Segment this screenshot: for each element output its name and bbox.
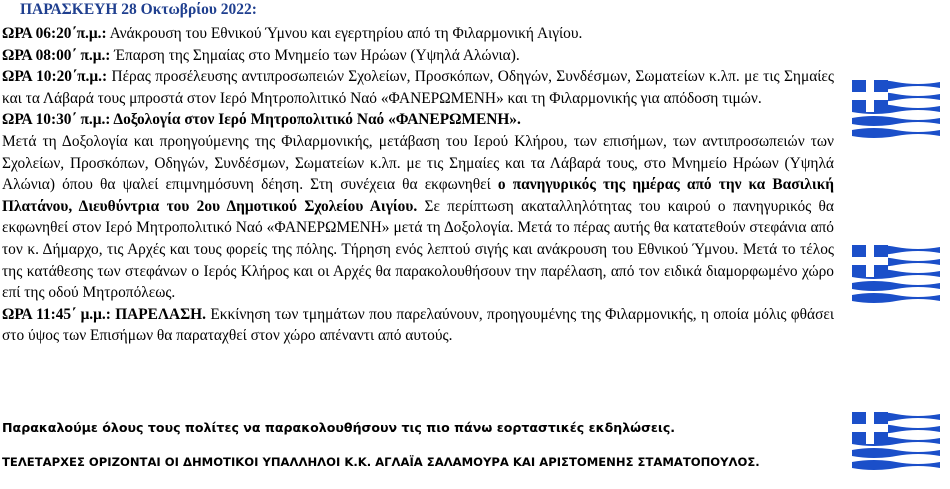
schedule-item bbox=[2, 304, 834, 347]
schedule-time: ΩΡΑ 06:20΄π.μ.: bbox=[2, 25, 107, 42]
paragraph-text: Σε περίπτωση ακαταλληλότητας του καιρού ο πανηγυρικός θα εκφωνηθεί στον Ιερό Μητροπολιτικό Ναό «ΦΑΝΕΡΩΜΕΝΗ» μετά τη Δοξολογία. Μετά το πέρας αυτής θα κατατεθούν στεφάνια από τον κ. Δήμαρχο, τις Αρχές και τους φορείς της πόλης. Τήρηση ενός λεπτού σιγής και ανάκρουση του Εθνικού Ύμνου. Μετά το τέλος της κατάθεσης των στεφάνων ο Ιερός Κλήρος και οι Αρχές θα παρακολουθήσουν την παρέλαση, από τον ειδικά διαμορφωμένο χώρο επί της οδού Μητροπόλεως. bbox=[2, 197, 834, 302]
paragraph-text: Μετά τη Δοξολογία και προηγούμενης της Φιλαρμονικής, μετάβαση του Ιερού Κλήρου, των επισήμων, των αντιπροσωπειών των Σχολείων, Προσκόπων, Οδηγών, Συνδέσμων, Σωματείων κ.λπ. με τις Σημαίες και τα Λάβαρά τους, στο Μνημείο Ηρώων (Υψηλά Αλώνια) όπου θα ψαλεί επιμνημόσυνη δέηση. Στη συνέχεια θα εκφωνηθεί bbox=[2, 132, 834, 194]
schedule-text: Εκκίνηση των τμημάτων που παρελαύνουν, προηγουμένης της Φιλαρμονικής, η οποία μόλις φθάσει στο ύψος των Επισήμων θα παραταχθεί στον χώρο απέναντι από αυτούς. bbox=[2, 305, 834, 345]
schedule-time: ΩΡΑ 11:45΄ μ.μ.: bbox=[2, 305, 111, 323]
schedule-text: Πέρας προσέλευσης αντιπροσωπειών Σχολείων, Προσκόπων, Οδηγών, Συνδέσμων, Σωματείων κ.λπ. με τις Σημαίες και τα Λάβαρά τους μπροστά στον Ιερό Μητροπολιτικό Ναό «ΦΑΝΕΡΩΜΕΝΗ» και τη Φιλαρμονικής για απόδοση τιμών. bbox=[2, 68, 834, 107]
schedule-item bbox=[2, 45, 834, 67]
schedule-item bbox=[2, 23, 834, 45]
program-body bbox=[2, 23, 834, 347]
schedule-title: ΠΑΡΕΛΑΣΗ. bbox=[110, 305, 206, 323]
paragraph-bold-text: ο πανηγυρικός της ημέρας από την κα Βασιλική Πλατάνου, Διευθύντρια του 2ου Δημοτικού Σχολείου Αιγίου. bbox=[2, 176, 834, 215]
schedule-text: Έπαρση της Σημαίας στο Μνημείο των Ηρώων (Υψηλά Αλώνια). bbox=[110, 46, 520, 64]
schedule-item bbox=[2, 66, 834, 109]
schedule-item bbox=[2, 109, 834, 131]
schedule-time: ΩΡΑ 10:20΄π.μ.: bbox=[2, 68, 108, 86]
schedule-text: Ανάκρουση του Εθνικού Ύμνου και εγερτηρίου από τη Φιλαρμονική Αιγίου. bbox=[106, 25, 583, 42]
schedule-title: Δοξολογία στον Ιερό Μητροπολιτικό Ναό «ΦΑΝΕΡΩΜΕΝΗ». bbox=[110, 111, 521, 129]
greek-flag-icon bbox=[842, 243, 950, 303]
greek-flag-graphic bbox=[842, 410, 950, 470]
greek-flag-icon bbox=[842, 410, 950, 470]
ceremony-masters-note: ΤΕΛΕΤΑΡΧΕΣ ΟΡΙΖΟΝΤΑΙ ΟΙ ΔΗΜΟΤΙΚΟΙ ΥΠΑΛΛΗΛΟΙ Κ.Κ. ΑΓΛΑΪΑ ΣΑΛΑΜΟΥΡΑ ΚΑΙ ΑΡΙΣΤΟΜΕΝΗΣ ΣΤΑΜΑΤΟΠΟΥΛΟΣ. bbox=[2, 455, 760, 469]
schedule-time: ΩΡΑ 10:30΄ π.μ.: bbox=[2, 111, 111, 129]
greek-flag-graphic bbox=[842, 243, 950, 303]
schedule-time: ΩΡΑ 08:00΄ π.μ.: bbox=[2, 46, 111, 64]
page-title: ΠΑΡΑΣΚΕΥΗ 28 Οκτωβρίου 2022: bbox=[20, 1, 257, 18]
invitation-note: Παρακαλούμε όλους τους πολίτες να παρακολουθήσουν τις πιο πάνω εορταστικές εκδηλώσεις. bbox=[2, 420, 676, 435]
greek-flag-icon bbox=[842, 78, 950, 138]
greek-flag-graphic bbox=[842, 78, 950, 138]
ceremony-paragraph bbox=[2, 131, 834, 304]
